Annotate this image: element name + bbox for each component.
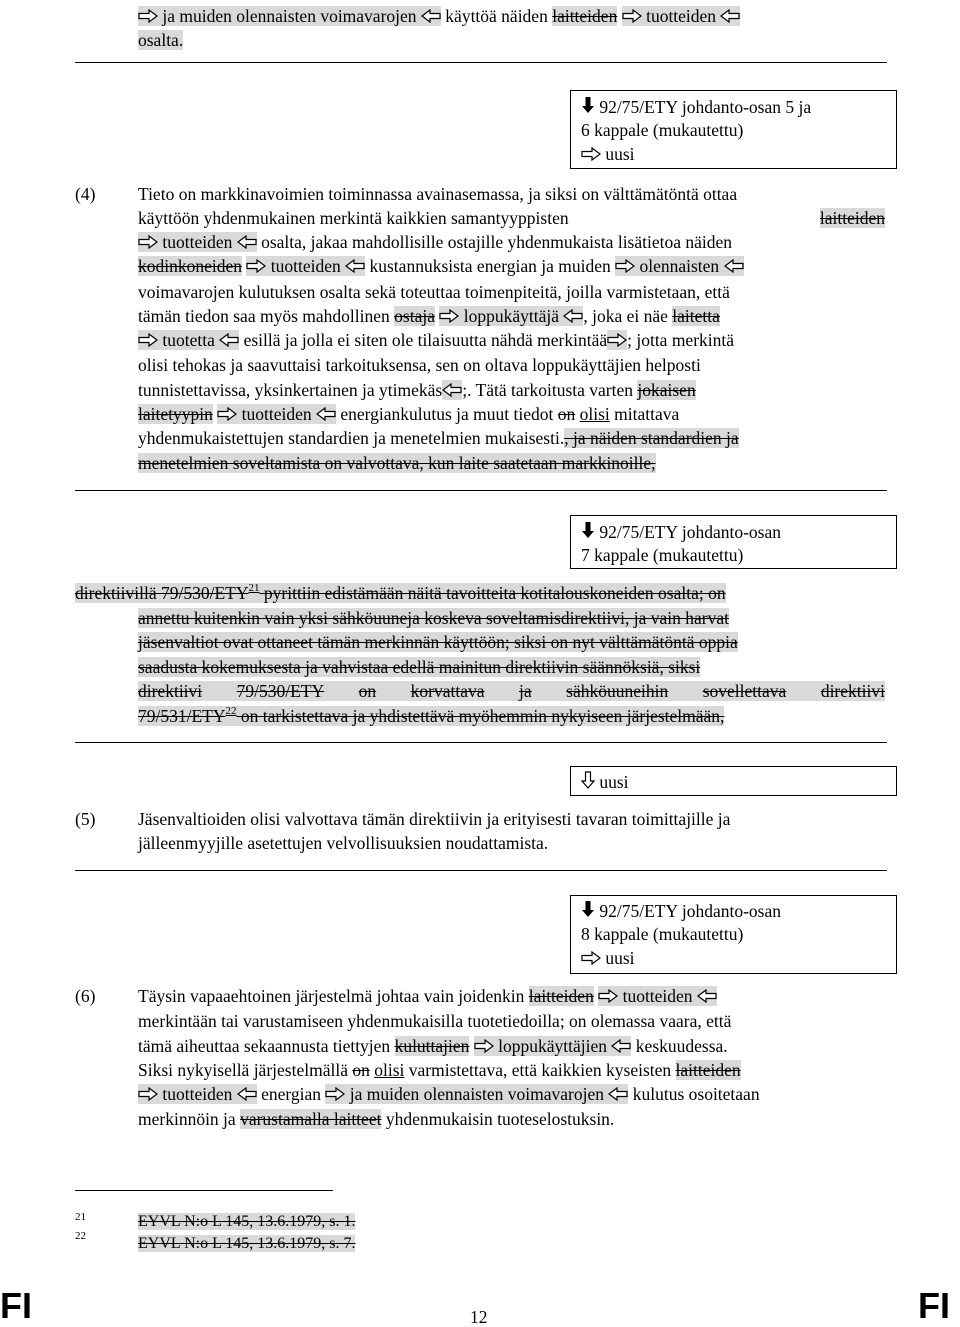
continuation-line-1: ja muiden olennaisten voimavarojen käyttöä näiden laitteiden tuotteiden <box>138 6 740 26</box>
insert-end-arrow-icon <box>608 1087 628 1101</box>
new-text-box: uusi <box>570 766 897 796</box>
insert-end-arrow-icon <box>611 1039 631 1053</box>
insert-end-arrow-icon <box>724 259 744 273</box>
footnote-text: EYVL N:o L 145, 13.6.1979, s. 7. <box>138 1235 356 1252</box>
insert-end-arrow-icon <box>237 235 257 249</box>
source-reference-box: 92/75/ETY johdanto-osan 7 kappale (mukautettu) <box>570 515 897 569</box>
down-arrow-icon <box>581 771 595 789</box>
insert-end-arrow-icon <box>563 309 583 323</box>
insert-start-arrow-icon <box>138 333 158 347</box>
insert-start-arrow-icon <box>607 333 627 347</box>
insert-arrow-icon <box>581 147 601 161</box>
footnote-number: 22 <box>75 1230 86 1242</box>
insert-arrow-icon <box>581 951 601 965</box>
insert-end-arrow-icon <box>442 383 462 397</box>
source-reference-box: 92/75/ETY johdanto-osan 8 kappale (mukautettu) uusi <box>570 895 897 974</box>
insert-end-arrow-icon <box>697 989 717 1003</box>
insert-start-arrow-icon <box>246 259 266 273</box>
paragraph-number: (5) <box>75 809 96 829</box>
section-divider <box>75 870 887 871</box>
language-code-right: FI <box>918 1285 950 1326</box>
insert-end-arrow-icon <box>316 407 336 421</box>
insert-end-arrow-icon <box>237 1087 257 1101</box>
page-number: 12 <box>470 1307 488 1327</box>
insert-start-arrow-icon <box>325 1087 345 1101</box>
section-divider <box>75 62 887 63</box>
section-divider <box>75 742 887 743</box>
language-code-left: FI <box>0 1285 32 1326</box>
down-arrow-icon <box>581 900 595 918</box>
down-arrow-icon <box>581 521 595 539</box>
insert-start-arrow-icon <box>439 309 459 323</box>
paragraph-number: (6) <box>75 986 96 1006</box>
insert-start-arrow-icon <box>615 259 635 273</box>
footnote-text: EYVL N:o L 145, 13.6.1979, s. 1. <box>138 1213 356 1230</box>
insert-end-arrow-icon <box>219 333 239 347</box>
insert-end-arrow-icon <box>720 9 740 23</box>
continuation-line-2: osalta. <box>138 30 184 50</box>
paragraph-number: (4) <box>75 184 96 204</box>
insert-end-arrow-icon <box>421 9 441 23</box>
insert-start-arrow-icon <box>217 407 237 421</box>
insert-start-arrow-icon <box>474 1039 494 1053</box>
insert-start-arrow-icon <box>622 9 642 23</box>
insert-start-arrow-icon <box>598 989 618 1003</box>
section-divider <box>75 490 887 491</box>
footnote-separator <box>75 1190 333 1191</box>
footnote-number: 21 <box>75 1211 86 1223</box>
insert-end-arrow-icon <box>345 259 365 273</box>
insert-start-arrow-icon <box>138 1087 158 1101</box>
source-reference-box: 92/75/ETY johdanto-osan 5 ja 6 kappale (mukautettu) uusi <box>570 90 897 169</box>
insert-start-arrow-icon <box>138 9 158 23</box>
down-arrow-icon <box>581 96 595 114</box>
insert-start-arrow-icon <box>138 235 158 249</box>
